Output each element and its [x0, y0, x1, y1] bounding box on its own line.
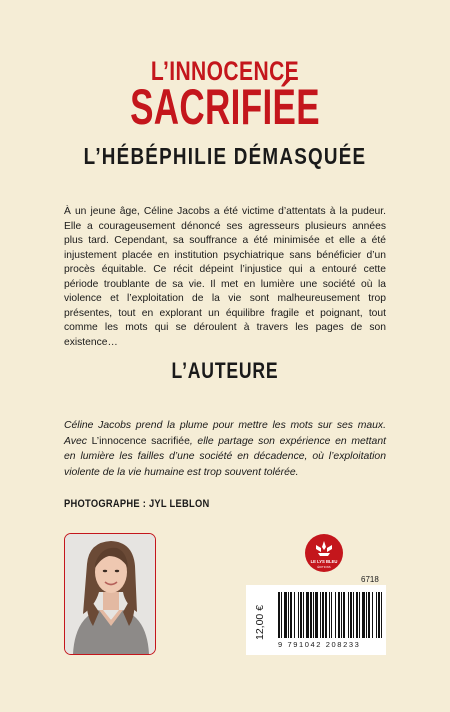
barcode-bar — [366, 592, 367, 638]
barcode-bar — [310, 592, 312, 638]
barcode-bar — [348, 592, 349, 638]
barcode-bar — [325, 592, 327, 638]
barcode-bar — [278, 592, 280, 638]
price-label: 12,00 € — [254, 604, 266, 640]
barcode-bar — [338, 592, 340, 638]
synopsis-text: À un jeune âge, Céline Jacobs a été victime d’attentats à la pudeur. Elle a courageusement dénoncé ses agresseurs plusieurs années plus tard. Cependant, sa souffrance a été minimisée et elle a été injustement placée en institution psychiatrique sans bénéficier d’un procès équitable. Ce récit dépeint l’injustice qui a entouré cette période troublante de sa vie. Il met en lumière une société où la violence et l’exploitation de la vie sont malheureusement trop présentes, tout en explorant un équilibre fragile et poignant, tout comme les mots qui se déroulent à travers les pages de son existence… — [64, 206, 386, 348]
barcode-bar — [298, 592, 299, 638]
barcode-bar — [315, 592, 318, 638]
photo-credit: PHOTOGRAPHE : JYL LEBLON — [64, 498, 210, 510]
barcode-bar — [306, 592, 309, 638]
author-portrait-image — [65, 534, 155, 654]
barcode-bar — [320, 592, 321, 638]
barcode-bar — [341, 592, 342, 638]
barcode-bar — [368, 592, 370, 638]
author-heading: L’AUTEURE — [171, 358, 279, 383]
barcode-bar — [294, 592, 295, 638]
barcode-bar — [313, 592, 314, 638]
title-line-1: L’INNOCENCE — [150, 56, 300, 86]
publisher-logo — [304, 533, 344, 573]
barcode-bar — [290, 592, 292, 638]
bio-part-2: , elle partage son expérience en mettant en lumière les failles d’une société en décadence, où l’exploitation violente de la vie humaine est trop souvent tolérée. — [64, 435, 387, 478]
publisher-name: LE LYS BLEU — [310, 559, 338, 564]
subtitle: L’HÉBÉPHILIE DÉMASQUÉE — [83, 143, 367, 169]
title-line-2: SACRIFIÉE — [130, 79, 320, 135]
isbn-number: 9 791042 208233 — [278, 640, 361, 649]
barcode-bar — [362, 592, 365, 638]
product-code: 6718 — [361, 575, 379, 584]
barcode-bar — [335, 592, 336, 638]
barcode-bar — [284, 592, 287, 638]
lily-logo-icon — [304, 533, 344, 573]
barcode-bar — [322, 592, 324, 638]
barcode-bar — [376, 592, 377, 638]
author-bio — [64, 418, 386, 480]
barcode-bar — [356, 592, 358, 638]
barcode-bar — [343, 592, 345, 638]
barcode-bar — [353, 592, 354, 638]
barcode-bar — [381, 592, 382, 638]
isbn-barcode — [278, 592, 384, 638]
barcode-bar — [350, 592, 352, 638]
bio-book-title: L’innocence sacrifiée — [91, 435, 190, 447]
barcode-bar — [288, 592, 289, 638]
barcode-bar — [281, 592, 282, 638]
bio-part-1: Céline Jacobs prend la plume pour mettre les mots sur ses maux. Avec — [64, 420, 386, 447]
author-photo — [64, 533, 156, 655]
barcode-bar — [359, 592, 360, 638]
barcode-bar — [378, 592, 380, 638]
barcode-bar — [329, 592, 330, 638]
barcode-bar — [300, 592, 302, 638]
publisher-subtitle: ÉDITIONS — [317, 565, 331, 569]
barcode-bar — [372, 592, 373, 638]
barcode-bar — [331, 592, 332, 638]
barcode-bar — [303, 592, 304, 638]
